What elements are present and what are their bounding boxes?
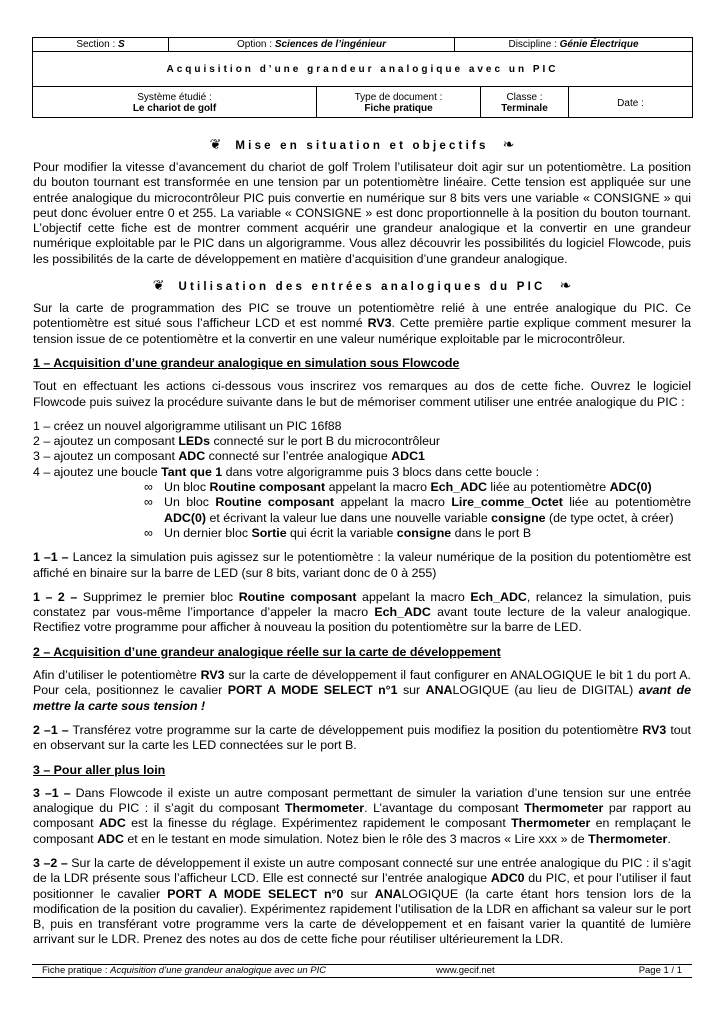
infinity-bullet-icon: ∞: [144, 480, 153, 495]
option-cell: Option : Sciences de l’ingénieur: [169, 38, 455, 52]
step-item: 1 – créez un nouvel algorigramme utilisant un PIC 16f88: [33, 418, 342, 433]
step-item: 2 – ajoutez un composant LEDs connecté sur le port B du microcontrôleur: [33, 434, 441, 449]
left-floral-ornament-icon: ❦: [152, 277, 165, 294]
block-item: ∞ Un dernier bloc Sortie qui écrit la variable consigne dans le port B: [144, 525, 532, 540]
block-list: [33, 480, 691, 541]
step-item: 4 – ajoutez une boucle Tant que 1 dans votre algorigramme puis 3 blocs dans cette boucle : ∞ Un bloc Routine composant appelant la macro Ech_ADC liée au potentiomètre ADC(0) ∞ Un bloc Routine composant appelant la macro Lire_comme_Octet liée au potentiomètre ADC(0) et écrivant la valeur lue dans une nouvelle variable consigne (de type octet, à créer) ∞ Un dernier bloc Sortie qui écrit la variable consigne dans le port B: [33, 464, 691, 540]
part1-steps: [33, 419, 691, 541]
footer-title: Fiche pratique : Acquisition d’une grandeur analogique avec un PIC: [42, 965, 327, 976]
intro-paragraph: Pour modifier la vitesse d’avancement du chariot de golf Trolem l’utilisateur doit agir sur un potentiomètre. La position du bouton tournant est transformée en une tension par un potentiomètre linéaire. Cette tension est appliquée sur une entrée analogique du microcontrôleur PIC puis convertie en numérique sur 8 bits vers une variable « CONSIGNE » qui peut donc évoluer entre 0 et 255. La variable « CONSIGNE » est donc proportionnelle à la position du bouton tournant. L’objectif cette fiche est de montrer comment acquérir une grandeur analogique et la convertir en une grandeur numérique exploitable par le PIC dans un algorigramme. Vous allez découvrir les possibilités du logiciel Flowcode, puis les possibilités de la carte de développement en matière d’acquisition d’une grandeur analogique.: [33, 160, 691, 266]
part3-heading: 3 – Pour aller plus loin: [33, 762, 166, 777]
systeme-cell: Système étudié : Le chariot de golf: [33, 87, 317, 118]
right-floral-ornament-icon: ❧: [502, 136, 515, 152]
question-1-1: 1 –1 – Lancez la simulation puis agissez sur le potentiomètre : la valeur numérique de la position du potentiomètre est affiché en binaire sur la barre de LED (sur 8 bits, variant donc de 0 à 255): [33, 550, 691, 580]
page-footer: [32, 964, 692, 978]
block-item: ∞ Un bloc Routine composant appelant la macro Ech_ADC liée au potentiomètre ADC(0): [144, 480, 652, 495]
question-1-2: 1 – 2 – Supprimez le premier bloc Routine composant appelant la macro Ech_ADC, relancez la simulation, puis constatez par vous-même l’importance d’appeler la macro Ech_ADC avant toute lecture de la valeur analogique. Rectifiez votre programme pour afficher à nouveau la position du potentiomètre sur la barre de LED.: [33, 589, 691, 635]
section-heading-util: ❦ Utilisation des entrées analogiques du PIC ❧: [152, 277, 572, 294]
systeme-value: Le chariot de golf: [132, 103, 217, 114]
util-paragraph: Sur la carte de programmation des PIC se trouve un potentiomètre relié à une entrée analogique du PIC. Ce potentiomètre est situé sous l’afficheur LCD et est nommé RV3. Cette première partie explique comment mesurer la tension issue de ce potentiomètre et la convertir en une valeur numérique exploitable par le microcontrôleur.: [33, 301, 691, 346]
discipline-value: Génie Électrique: [559, 39, 639, 50]
part1-intro: Tout en effectuant les actions ci-dessous vous inscrirez vos remarques au dos de cette fiche. Ouvrez le logiciel Flowcode puis suivez la procédure suivante dans le but de mémoriser comment utiliser une entrée analogique du PIC :: [33, 379, 691, 409]
question-3-1: 3 –1 – Dans Flowcode il existe un autre composant permettant de simuler la variation d’une tension sur une entrée analogique du PIC : il s’agit du composant Thermometer. L’avantage du composant Thermometer par rapport au composant ADC est la finesse du réglage. Expérimentez rapidement le composant Thermometer en remplaçant le composant ADC et en le testant en mode simulation. Notez bien le rôle des 3 macros « Lire xxx » de Thermometer.: [33, 785, 691, 846]
footer-website: www.gecif.net: [436, 965, 495, 976]
section-value: S: [118, 39, 125, 50]
date-cell: Date :: [569, 87, 693, 118]
block-item: ∞ Un bloc Routine composant appelant la macro Lire_comme_Octet liée au potentiomètre ADC(0) et écrivant la valeur lue dans une nouvelle variable consigne (de type octet, à créer): [144, 495, 691, 525]
footer-page-number: Page 1 / 1: [638, 965, 682, 976]
part2-heading: 2 – Acquisition d’une grandeur analogique réelle sur la carte de développement: [33, 644, 501, 659]
type-cell: Type de document : Fiche pratique: [317, 87, 481, 118]
section-cell: Section : S: [33, 38, 169, 52]
question-2-1: 2 –1 – Transférez votre programme sur la carte de développement puis modifiez la position du potentiomètre RV3 tout en observant sur la carte les LED connectées sur le port B.: [33, 722, 691, 753]
left-floral-ornament-icon: ❦: [209, 136, 222, 152]
part1-heading: 1 – Acquisition d’une grandeur analogique en simulation sous Flowcode: [33, 355, 460, 370]
header-table: [32, 37, 693, 118]
discipline-cell: Discipline : Génie Électrique: [455, 38, 693, 52]
type-value: Fiche pratique: [364, 103, 433, 114]
infinity-bullet-icon: ∞: [144, 525, 153, 540]
document-title: Acquisition d’une grandeur analogique avec un PIC: [33, 52, 693, 87]
option-value: Sciences de l’ingénieur: [274, 39, 386, 50]
question-3-2: 3 –2 – Sur la carte de développement il existe un autre composant connecté sur une entrée analogique du PIC : il s’agit de la LDR présente sous l’afficheur LCD. Elle est connecté sur l’entrée analogique ADC0 du PIC, et pour l’utiliser il faut positionner le cavalier PORT A MODE SELECT n°0 sur ANALOGIQUE (la carte étant hors tension lors de la modification de la position du cavalier). Expérimentez rapidement l’utilisation de la LDR en affichant sa valeur sur le port B, puis en transférant votre programme vers la carte de développement et en faisant varier la quantité de lumière arrivant sur le LDR. Prenez des notes au dos de cette fiche pour réutiliser ultérieurement la LDR.: [33, 855, 692, 947]
document-body: [33, 136, 691, 957]
classe-value: Terminale: [501, 103, 548, 114]
section-heading-mise: ❦ Mise en situation et objectifs ❧: [209, 136, 515, 152]
part2-paragraph: Afin d’utiliser le potentiomètre RV3 sur la carte de développement il faut configurer en ANALOGIQUE le bit 1 du port A. Pour cela, positionnez le cavalier PORT A MODE SELECT n°1 sur ANALOGIQUE (au lieu de DIGITAL) avant de mettre la carte sous tension !: [33, 668, 691, 713]
right-floral-ornament-icon: ❧: [559, 277, 572, 294]
classe-cell: Classe : Terminale: [481, 87, 569, 118]
step-item: 3 – ajoutez un composant ADC connecté sur l’entrée analogique ADC1: [33, 449, 425, 464]
infinity-bullet-icon: ∞: [144, 495, 153, 510]
